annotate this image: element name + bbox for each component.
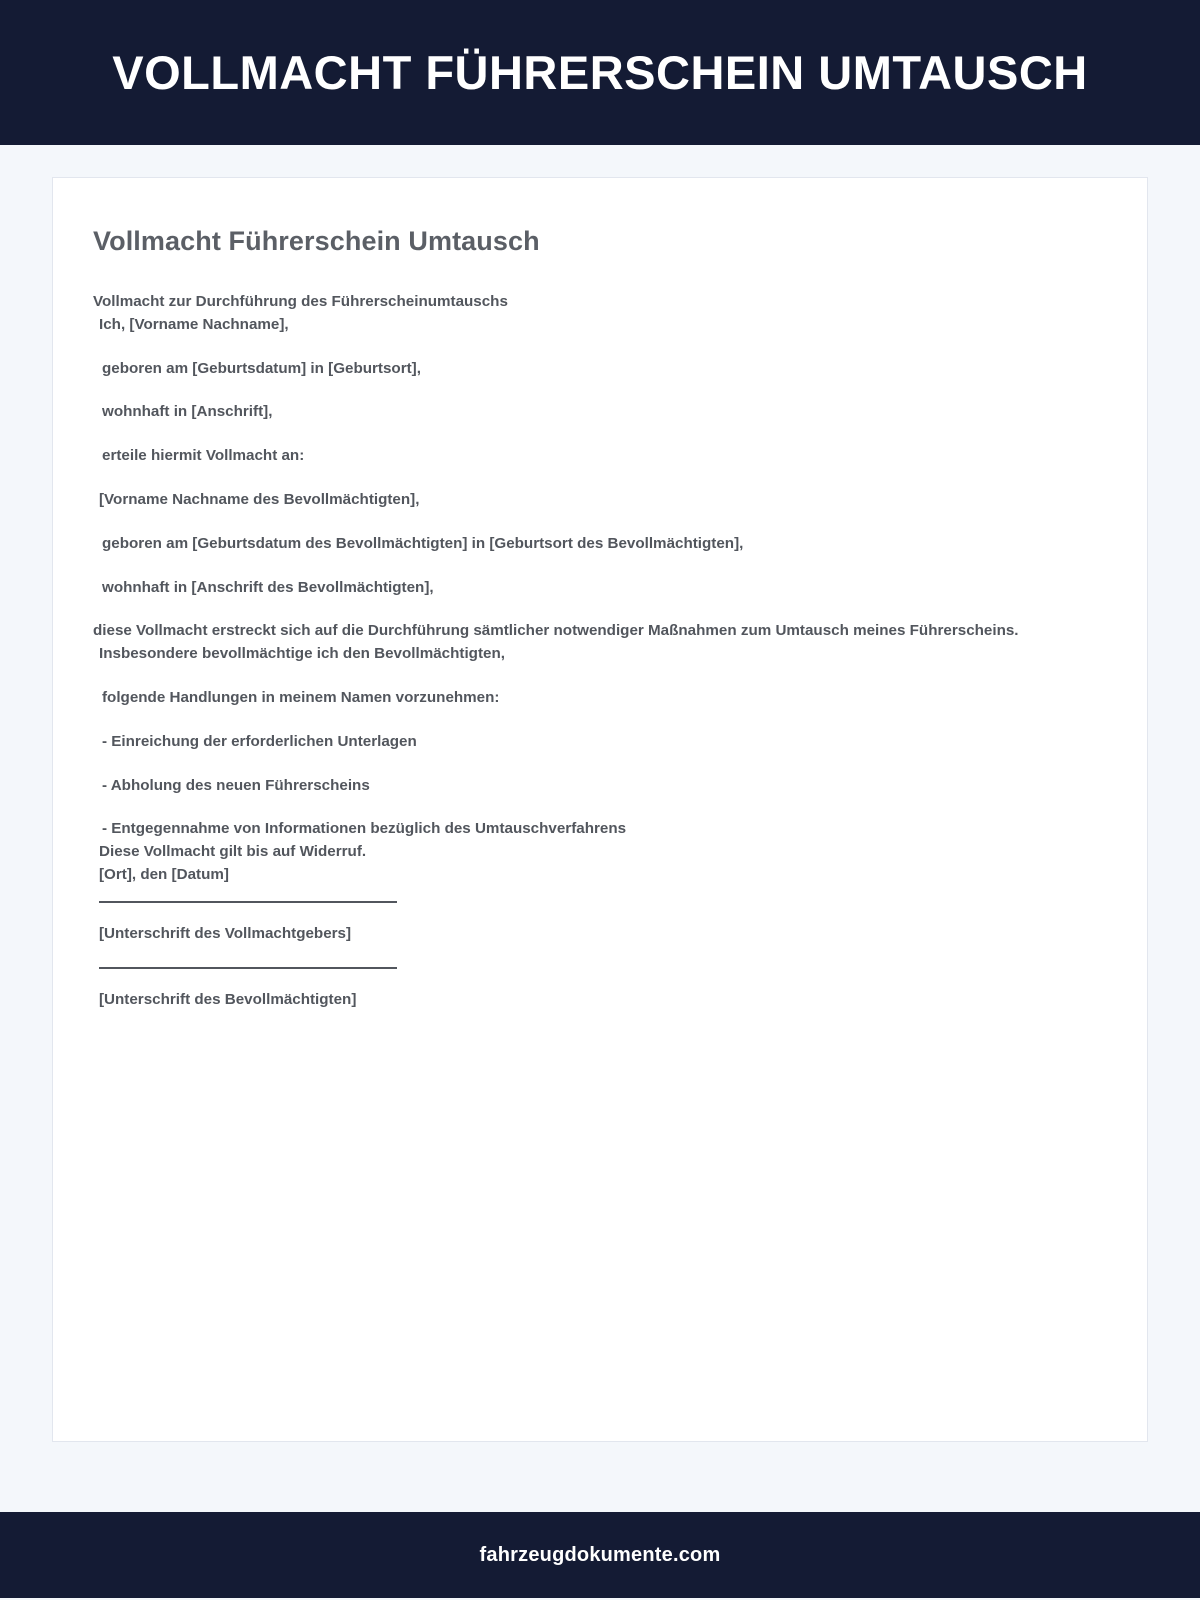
paragraph-principal-name: Ich, [Vorname Nachname], bbox=[99, 315, 289, 333]
paragraph-principal-birth: geboren am [Geburtsdatum] in [Geburtsort], bbox=[102, 359, 421, 377]
document-sheet bbox=[52, 177, 1148, 1442]
page-header-banner bbox=[0, 0, 1200, 145]
paragraph-in-particular: Insbesondere bevollmächtige ich den Bevollmächtigten, bbox=[99, 645, 505, 663]
paragraph-actions-intro: folgende Handlungen in meinem Namen vorzunehmen: bbox=[102, 688, 500, 706]
paragraph-place-date: [Ort], den [Datum] bbox=[99, 865, 229, 883]
page-title: VOLLMACHT FÜHRERSCHEIN UMTAUSCH bbox=[112, 45, 1088, 99]
list-item-information: - Entgegennahme von Informationen bezüglich des Umtauschverfahrens bbox=[102, 820, 627, 838]
paragraph-agent-address: wohnhaft in [Anschrift des Bevollmächtigten], bbox=[102, 578, 434, 596]
document-body bbox=[93, 291, 1107, 1011]
page-footer-banner bbox=[0, 1512, 1200, 1598]
list-item-documents: - Einreichung der erforderlichen Unterlagen bbox=[102, 732, 417, 750]
paragraph-scope: diese Vollmacht erstreckt sich auf die Durchführung sämtlicher notwendiger Maßnahmen zum Umtausch meines Führerscheins. bbox=[93, 622, 1019, 640]
list-item-pickup: - Abholung des neuen Führerscheins bbox=[102, 776, 370, 794]
paragraph-agent-name: [Vorname Nachname des Bevollmächtigten], bbox=[99, 490, 420, 508]
paragraph-revocation: Diese Vollmacht gilt bis auf Widerruf. bbox=[99, 843, 367, 861]
paragraph-principal-address: wohnhaft in [Anschrift], bbox=[102, 403, 273, 421]
document-title: Vollmacht Führerschein Umtausch bbox=[93, 226, 540, 256]
signature-label-agent: [Unterschrift des Bevollmächtigten] bbox=[99, 990, 357, 1008]
signature-line-agent bbox=[99, 967, 397, 969]
paragraph-agent-birth: geboren am [Geburtsdatum des Bevollmächtigten] in [Geburtsort des Bevollmächtigten], bbox=[102, 534, 744, 552]
paragraph-heading: Vollmacht zur Durchführung des Führerscheinumtauschs bbox=[93, 293, 508, 310]
paragraph-grant-intro: erteile hiermit Vollmacht an: bbox=[102, 447, 305, 465]
footer-site-name: fahrzeugdokumente.com bbox=[479, 1543, 721, 1566]
document-area bbox=[0, 145, 1200, 1442]
signature-label-principal: [Unterschrift des Vollmachtgebers] bbox=[99, 924, 352, 942]
signature-line-principal bbox=[99, 901, 397, 903]
